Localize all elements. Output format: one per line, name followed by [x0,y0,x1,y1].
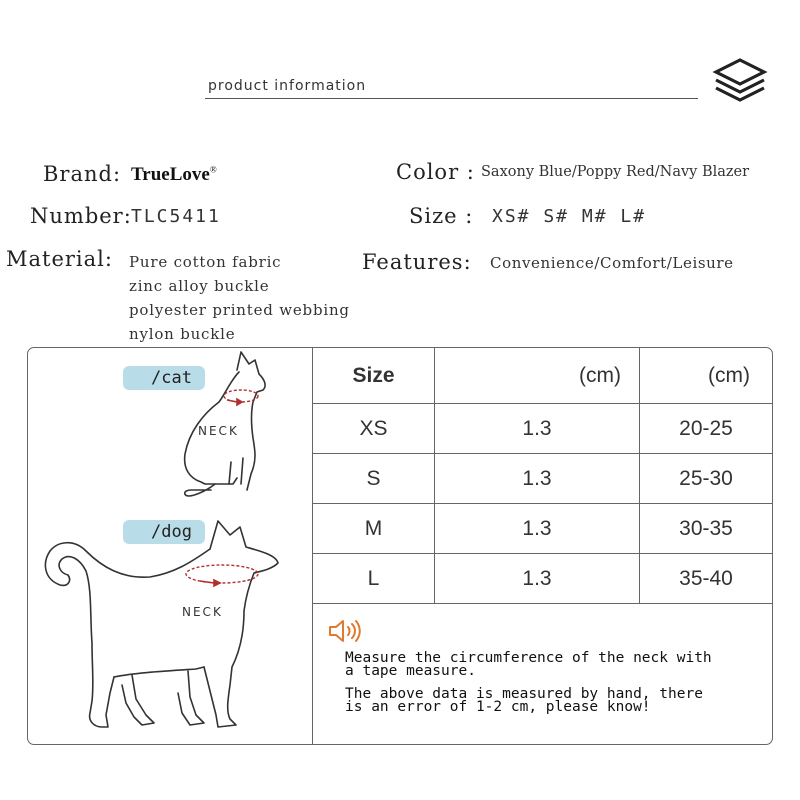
cat-tag: /cat [123,366,205,390]
number-value: TLC5411 [131,206,221,227]
material-item: polyester printed webbing [129,301,350,319]
size-table [313,348,772,604]
column-header: (cm) [435,348,640,404]
material-list [129,250,350,346]
table-cell: 30-35 [640,504,773,554]
brand-label: Brand: [43,162,122,186]
color-value: Saxony Blue/Poppy Red/Navy Blazer [481,164,750,180]
header-divider [205,98,698,99]
table-cell: M [313,504,435,554]
size-label: Size : [409,204,474,228]
table-row [313,454,772,504]
material-item: zinc alloy buckle [129,277,270,295]
speaker-icon [328,618,362,644]
number-label: Number: [30,204,132,228]
table-cell: XS [313,404,435,454]
color-label: Color : [396,160,475,184]
table-row [313,554,772,604]
layers-icon[interactable] [712,56,768,104]
material-item: Pure cotton fabric [129,253,282,271]
table-cell: 20-25 [640,404,773,454]
column-header: (cm) [640,348,773,404]
features-value: Convenience/Comfort/Leisure [490,254,734,272]
material-item: nylon buckle [129,325,236,343]
dog-tag: /dog [123,520,205,544]
table-cell: 25-30 [640,454,773,504]
registered-mark: ® [209,164,217,175]
table-cell: 1.3 [435,404,640,454]
note-line: a tape measure. [345,663,476,679]
table-header-row [313,348,772,404]
brand-name: TrueLove [131,164,210,185]
material-label: Material: [6,247,113,271]
page-title: product information [208,78,367,94]
cat-neck-label: NECK [198,424,239,438]
column-header: Size [313,348,435,404]
table-row [313,404,772,454]
dog-illustration [40,515,285,737]
table-cell: 1.3 [435,554,640,604]
table-cell: L [313,554,435,604]
dog-neck-label: NECK [182,605,223,619]
table-row [313,504,772,554]
size-value: XS# S# M# L# [492,206,647,227]
brand-value [131,164,217,186]
table-cell: 1.3 [435,504,640,554]
table-cell: S [313,454,435,504]
note-line: is an error of 1-2 cm, please know! [345,699,651,715]
table-cell: 1.3 [435,454,640,504]
note-line: The above data is measured by hand, there [345,686,703,702]
table-cell: 35-40 [640,554,773,604]
note-line: Measure the circumference of the neck with [345,650,712,666]
features-label: Features: [362,250,472,274]
